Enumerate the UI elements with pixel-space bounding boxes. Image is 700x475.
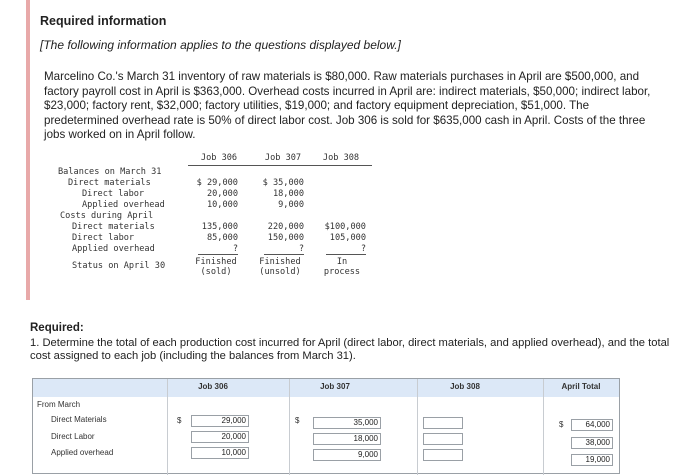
j307-status-1: Finished <box>259 257 301 267</box>
j307-dm-april: 220,000 <box>267 222 304 232</box>
rule-308 <box>326 254 366 255</box>
j307-dm-march: $ 35,000 <box>262 178 304 188</box>
j306-dm-march: $ 29,000 <box>196 178 238 188</box>
j308-status <box>314 257 370 277</box>
rule-306 <box>198 254 238 255</box>
dollar-sign-307: $ <box>295 416 300 425</box>
input-j307-dm[interactable]: 35,000 <box>313 417 381 429</box>
label-ao-march: Applied overhead <box>82 200 165 210</box>
j308-status-1: In <box>336 257 348 267</box>
input-j307-dl[interactable]: 18,000 <box>313 433 381 445</box>
input-j307-ao[interactable]: 9,000 <box>313 449 381 461</box>
input-j308-dl[interactable] <box>423 433 463 445</box>
label-dl-march: Direct labor <box>82 189 145 199</box>
input-j306-dm[interactable]: 29,000 <box>191 415 249 427</box>
intro-note: [The following information applies to the questions displayed below.] <box>40 38 401 52</box>
required-question: 1. Determine the total of each production cost incurred for April (direct labor, direct materials, and applied overhead), and the total cost assigned to each job (including the balances from March 31). <box>30 337 670 362</box>
dollar-sign-306: $ <box>177 416 182 425</box>
j306-ao-april: ? <box>232 244 238 254</box>
j307-ao-april: ? <box>298 244 304 254</box>
label-ao-april: Applied overhead <box>72 244 155 254</box>
j308-ao-april: ? <box>360 244 366 254</box>
j306-dl-april: 85,000 <box>206 233 238 243</box>
j308-dl-april: 105,000 <box>329 233 366 243</box>
required-info-heading: Required information <box>40 14 167 28</box>
required-heading: Required: <box>30 322 84 334</box>
input-total-ao[interactable]: 19,000 <box>571 454 613 466</box>
col-divider <box>543 379 544 475</box>
header-job-308: Job 308 <box>322 153 360 163</box>
j306-dl-march: 20,000 <box>206 189 238 199</box>
j308-status-2: process <box>323 267 361 277</box>
label-status: Status on April 30 <box>72 261 166 271</box>
rule-307 <box>264 254 304 255</box>
row-label-dl: Direct Labor <box>51 432 95 441</box>
j307-dl-april: 150,000 <box>267 233 304 243</box>
j306-dm-april: 135,000 <box>201 222 238 232</box>
answer-table <box>32 378 620 474</box>
ans-header-job-306: Job 306 <box>198 382 228 391</box>
input-j306-dl[interactable]: 20,000 <box>191 431 249 443</box>
j307-status <box>252 257 308 277</box>
problem-text: Marcelino Co.'s March 31 inventory of raw materials is $80,000. Raw materials purchases in April are $500,000, and factory payroll cost in April is $363,000. Overhead costs incurred in April are: indirect materials, $50,000; indirect labor, $23,000; factory rent, $32,000; factory utilities, $19,000; and factory equipment depreciation, $51,000. The predetermined overhead rate is 50% of direct labor cost. Job 306 is sold for $635,000 cash in April. Costs of the three jobs worked on in April follow. <box>44 70 651 141</box>
header-job-307: Job 307 <box>264 153 302 163</box>
label-dm-march: Direct materials <box>68 178 151 188</box>
input-j308-dm[interactable] <box>423 417 463 429</box>
header-job-306: Job 306 <box>200 153 238 163</box>
col-divider <box>417 379 418 475</box>
j307-ao-march: 9,000 <box>278 200 304 210</box>
j306-ao-march: 10,000 <box>206 200 238 210</box>
j306-status-1: Finished <box>195 257 237 267</box>
dollar-sign-total: $ <box>559 420 564 429</box>
ans-header-april-total: April Total <box>561 382 601 391</box>
header-rule <box>188 165 372 166</box>
j307-status-2: (unsold) <box>259 267 301 277</box>
label-dm-april: Direct materials <box>72 222 155 232</box>
label-balances: Balances on March 31 <box>58 167 162 177</box>
ans-header-job-308: Job 308 <box>450 382 480 391</box>
col-divider <box>167 379 168 475</box>
input-j306-ao[interactable]: 10,000 <box>191 447 249 459</box>
section-from-march: From March <box>37 400 81 409</box>
j306-status <box>188 257 244 277</box>
row-label-dm: Direct Materials <box>51 415 107 424</box>
input-j308-ao[interactable] <box>423 449 463 461</box>
label-dl-april: Direct labor <box>72 233 135 243</box>
ans-header-job-307: Job 307 <box>320 382 350 391</box>
input-total-dm[interactable]: 64,000 <box>571 419 613 431</box>
col-divider <box>289 379 290 475</box>
j308-dm-april: $100,000 <box>324 222 366 232</box>
input-total-dl[interactable]: 38,000 <box>571 437 613 449</box>
j307-dl-march: 18,000 <box>272 189 304 199</box>
job-cost-table <box>48 153 372 283</box>
j306-status-2: (sold) <box>200 267 232 277</box>
label-costs-april: Costs during April <box>60 211 154 221</box>
row-label-ao: Applied overhead <box>51 448 114 457</box>
